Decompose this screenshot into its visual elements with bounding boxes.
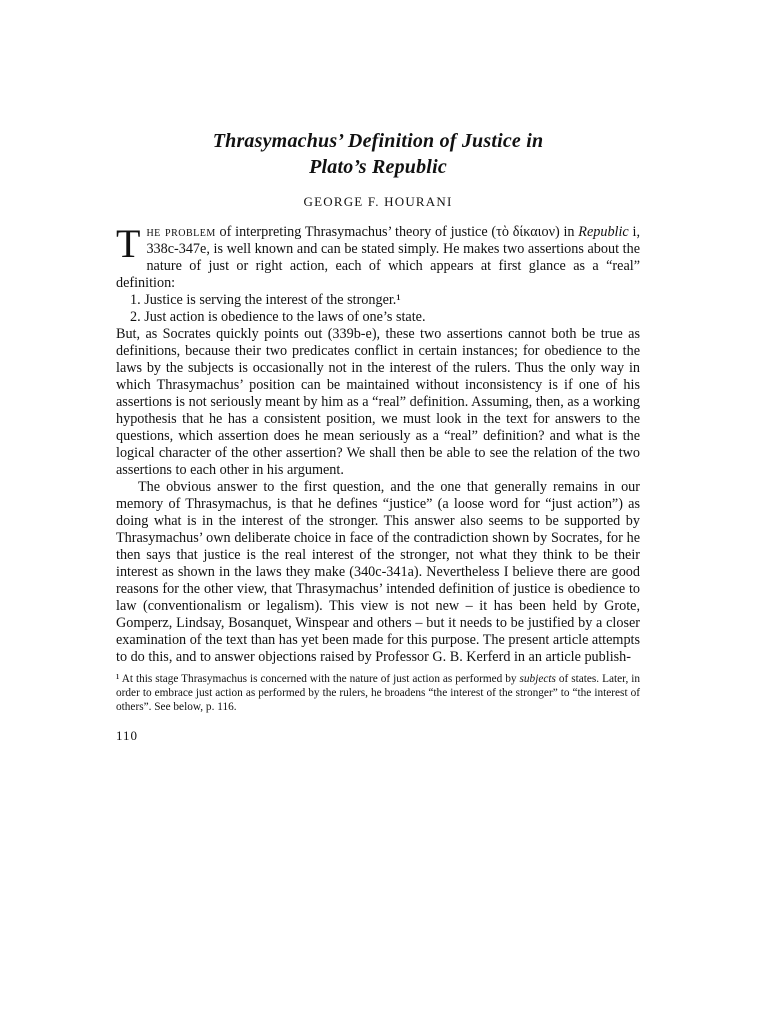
footnote-subjects-italic: subjects <box>519 673 556 685</box>
footnote-part-b: of states. Later, in order to embrace just action as performed by the rulers, he broadens “the interest of the stronger” to “the interest of others”. See below, p. 116. <box>116 673 640 713</box>
republic-italic: Republic <box>578 224 629 240</box>
paragraph-3: The obvious answer to the first question, and the one that generally remains in our memory of Thrasymachus, is that he defines “justice” (a loose word for “just action”) as doing what is in the interest of the stronger. This answer also seems to be supported by Thrasymachus’ own deliberate choice in face of the contradiction shown by Socrates, for he then says that justice is the real interest of the stronger, not what they think to be their interest as shown in the laws they make (340c-341a). Nevertheless I believe there are good reasons for the other view, that Thrasymachus’ intended definition of justice is obedience to law (conventionalism or legalism). This view is not new – it has been held by Grote, Gomperz, Lindsay, Bosanquet, Winspear and others – but it needs to be justified by a closer examination of the text than has yet been made for this purpose. The present article attempts to do this, and to answer objections raised by Professor G. B. Kerferd in an article publish- <box>116 479 640 665</box>
footnote-part-a: ¹ At this stage Thrasymachus is concerned with the nature of just action as performed by <box>116 673 520 685</box>
paragraph-1-part-a: of interpreting Thrasymachus’ theory of justice (τὸ δίκαιον) in <box>215 224 579 240</box>
article-page <box>116 128 640 744</box>
drop-cap: T <box>116 221 141 266</box>
article-body <box>116 221 640 666</box>
paragraph-1-part-b: i, 338c-347e, is well known and can be stated simply. He makes two assertions about the nature of just or right action, each of which appears at first glance as a “real” definition: <box>116 224 640 291</box>
opening-paragraph <box>116 221 640 292</box>
footnote <box>116 672 640 714</box>
author-name: GEORGE F. HOURANI <box>303 194 453 209</box>
title-line-2: Plato’s Republic <box>309 156 447 178</box>
article-title <box>116 128 640 180</box>
paragraph-2: But, as Socrates quickly points out (339b-e), these two assertions cannot both be true as definitions, because their two predicates conflict in certain instances; for obedience to the laws by the subjects is occasionally not in the interest of the rulers. Thus the only way in which Thrasymachus’ position can be maintained without inconsistency is if one of his assertions is not seriously meant by him as a “real” definition. Assuming, then, as a working hypothesis that he has a consistent position, we must look in the text for answers to the questions, which assertion does he mean seriously as a “real” definition? and what is the logical character of the other assertion? We shall then be able to see the relation of the two assertions to each other in his argument. <box>116 326 640 478</box>
title-line-1: Thrasymachus’ Definition of Justice in <box>212 130 544 152</box>
page-number: 110 <box>116 728 139 743</box>
assertion-2: 2. Just action is obedience to the laws of one’s state. <box>130 309 426 325</box>
assertion-1: 1. Justice is serving the interest of the stronger.¹ <box>130 292 401 308</box>
opening-small-caps: he problem <box>146 224 216 240</box>
